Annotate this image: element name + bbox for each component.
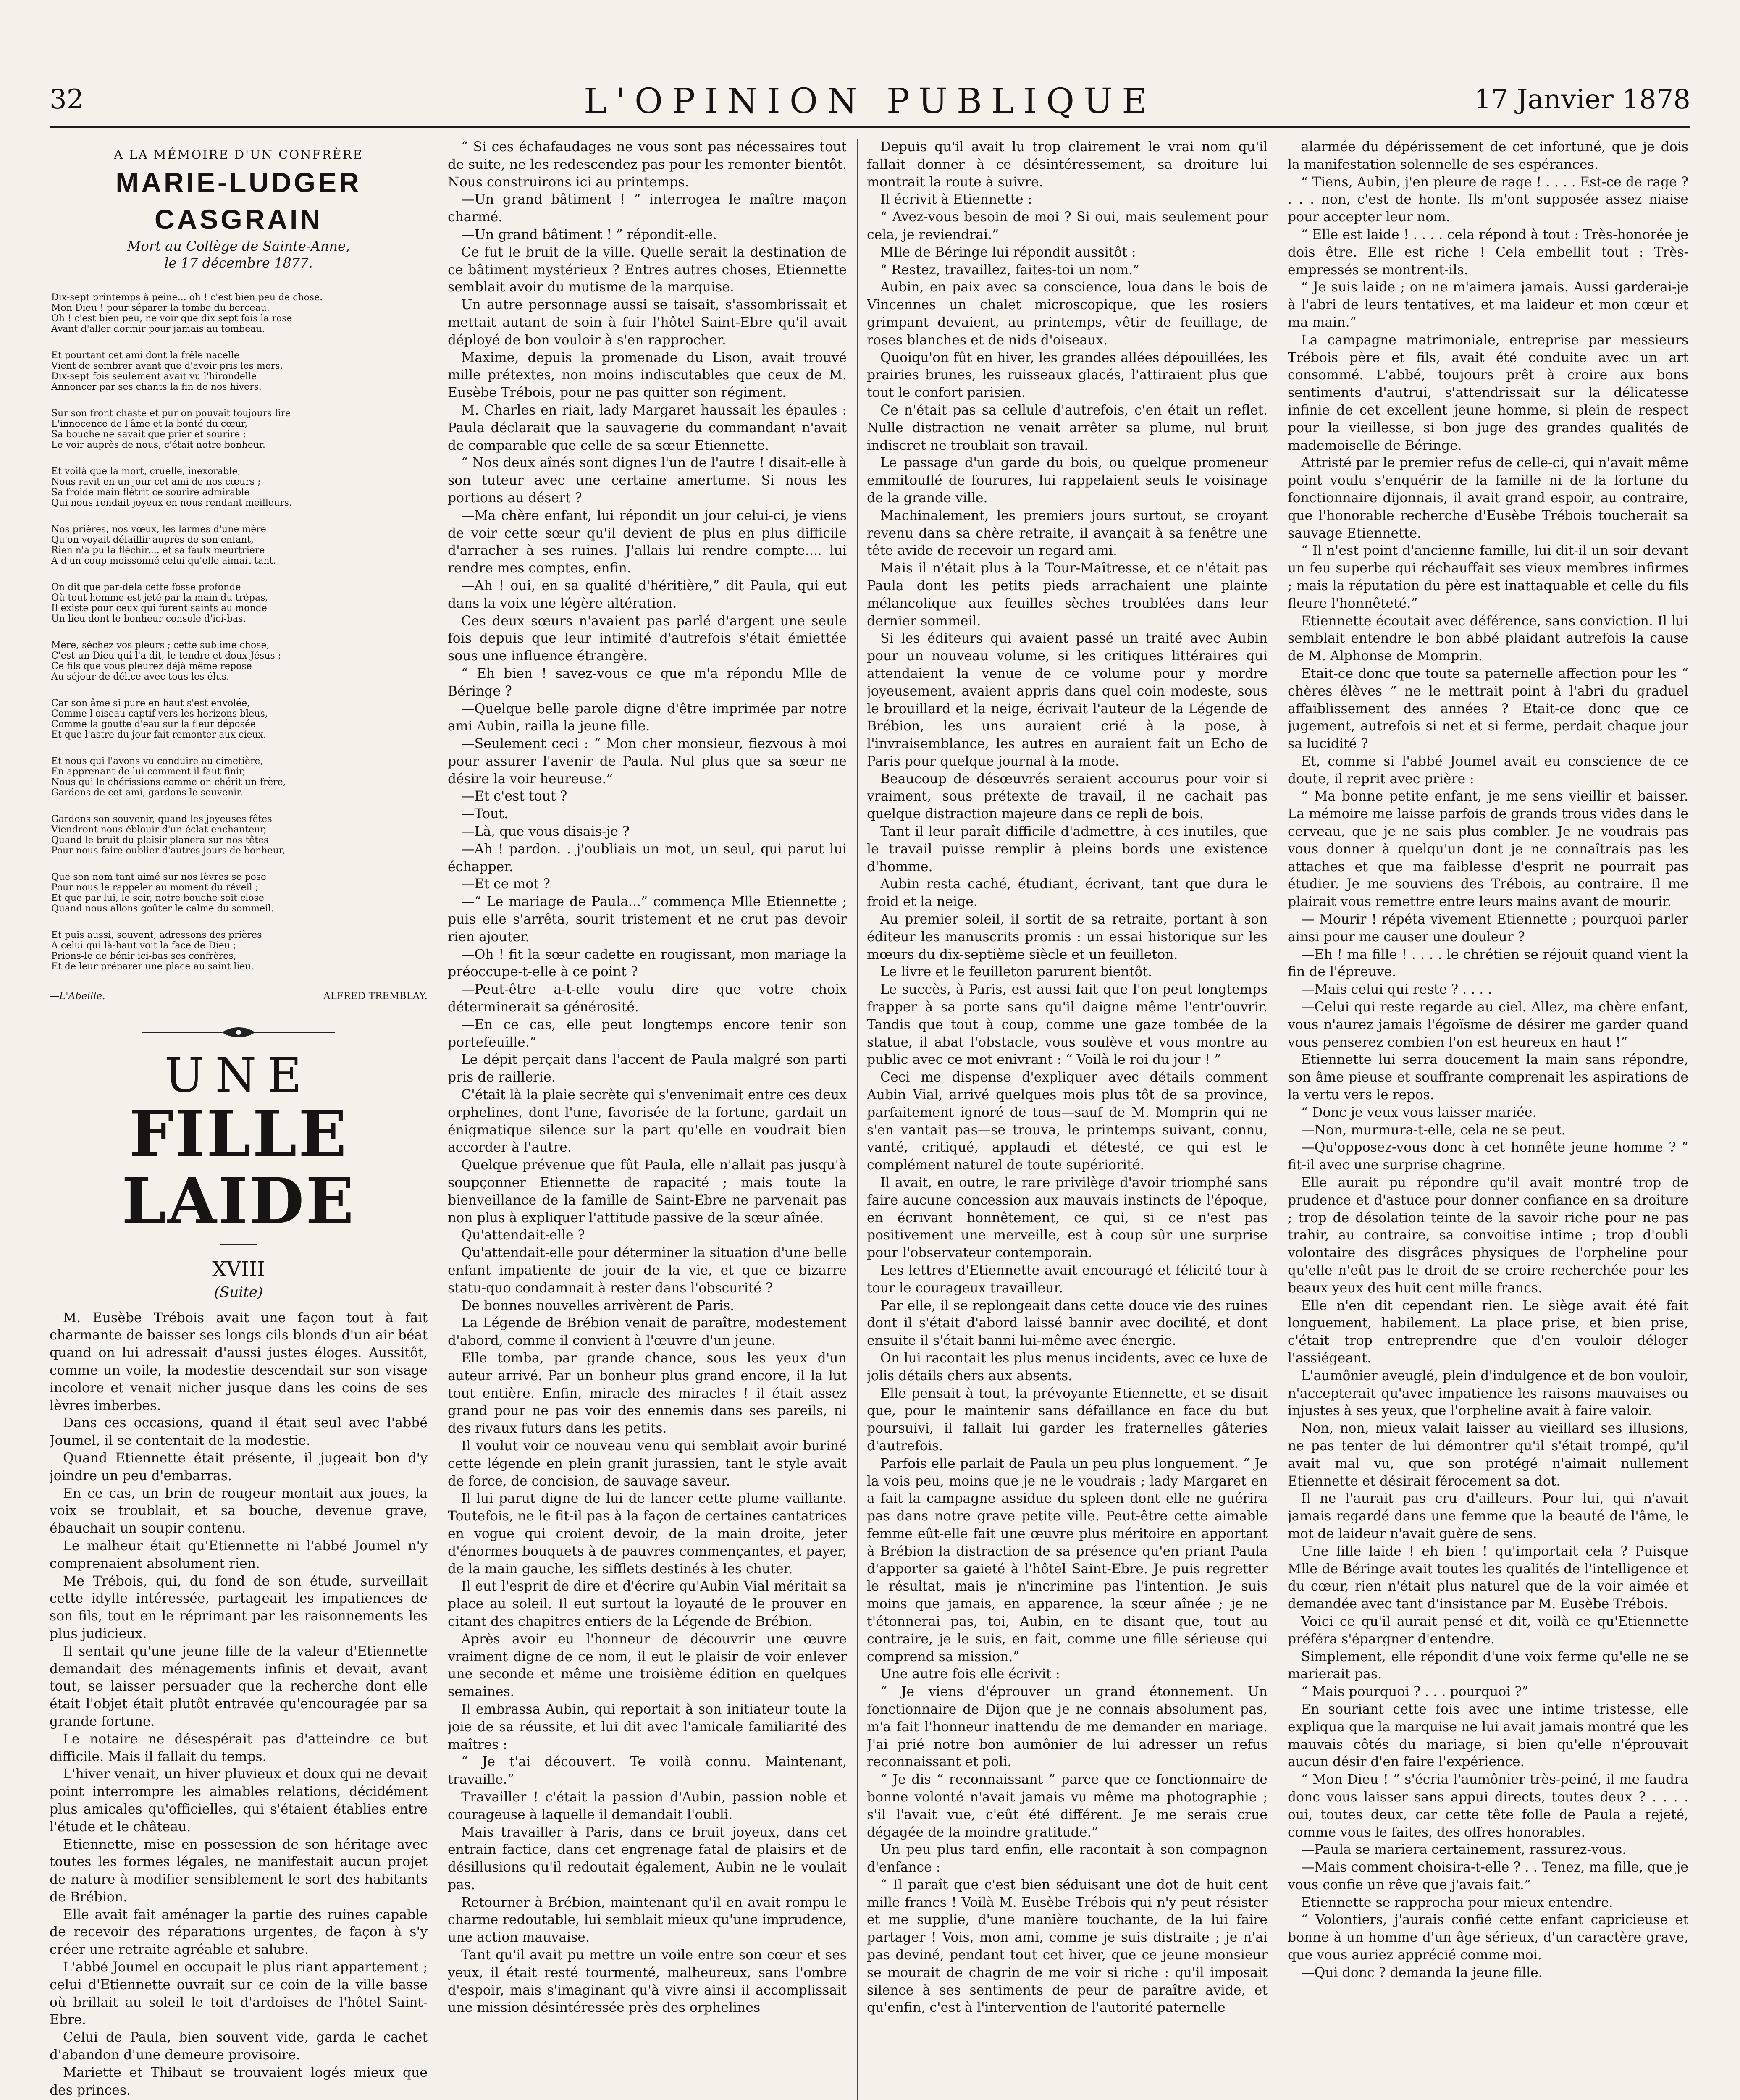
paragraph: —Un grand bâtiment ! ” répondit-elle. bbox=[461, 227, 717, 242]
poem-verse: A celui qui là-haut voit la face de Dieu ; bbox=[51, 940, 236, 951]
paragraph: “ Je viens d'éprouver un grand étonnement. Un fonctionnaire de Dijon que je ne connais absolument pas, m'a fait l'honneur inattendu de me demander en mariage. J'ai prié notre bon aumônier de lui adresser un refus reconnaissant et poli. bbox=[867, 1684, 1268, 1770]
paragraph: “ Si ces échafaudages ne vous sont pas nécessaires tout de suite, ne les redescendez pas pour les remonter bientôt. Nous construirons ici au printemps. bbox=[448, 139, 847, 190]
poem-verse: Comme l'oiseau captif vers les horizons bleus, bbox=[51, 708, 268, 719]
paragraph: “ Mon Dieu ! ” s'écria l'aumônier très-peiné, il me faudra donc vous laisser sans appui directs, toutes deux ? . . . . oui, toutes deux, car cette tête folle de Paula a rejeté, comme vous le faites, des offres honorables. bbox=[1288, 1772, 1688, 1840]
paragraph: Il lui parut digne de lui de lancer cette plume vaillante. Toutefois, ne le fit-il pas à la façon de certaines cantatrices en vogue qui croient devoir, de la main droite, jeter d'énormes bouquets à de pauvres commençantes, et payer, de la main gauche, les sifflets destinés à les chuter. bbox=[448, 1491, 847, 1577]
paragraph: “ Elle est laide ! . . . . cela répond à tout : Très-honorée je dois être. Elle est riche ! Cela embellit tout : Très-empressés se montrent-ils. bbox=[1288, 227, 1688, 278]
paragraph: De bonnes nouvelles arrivèrent de Paris. bbox=[461, 1298, 735, 1313]
story-title: FILLE LAIDE bbox=[121, 1097, 356, 1238]
poem-author: ALFRED TREMBLAY. bbox=[323, 990, 428, 1002]
column-4 bbox=[1288, 139, 1688, 2100]
paragraph: “ Il paraît que c'est bien séduisant une dot de huit cent mille francs ! Voilà M. Eusèbe Trébois qui n'y peut résister et me supplie, d'une manière touchante, de la lui faire partager ! Vois, mon ami, comme je suis distraite ; je n'ai pas deviné, pendant tout cet hiver, que ce jeune monsieur se mourait de chagrin de me voir si riche : qu'il imposait silence à ses sentiments de peur de paraître avide, et qu'enfin, c'est à l'intervention de l'autorité paternelle bbox=[867, 1877, 1268, 2016]
poem-stanza bbox=[50, 408, 428, 450]
paragraph: Machinalement, les premiers jours surtout, se croyant revenu dans sa chère retraite, il avançait à sa fenêtre une tête avide de recevoir un regard ami. bbox=[867, 508, 1268, 559]
paragraph: Mlle de Béringe lui répondit aussitôt : bbox=[880, 244, 1136, 260]
paragraph: —Là, que vous disais-je ? bbox=[461, 824, 630, 840]
header-rule bbox=[50, 126, 1690, 128]
paragraph: Qu'attendait-elle pour déterminer la situation d'une belle enfant impatiente de jouir de la vie, et que ce bizarre statu-quo condamnait à rester dans l'obscurité ? bbox=[448, 1245, 847, 1296]
paragraph: M. Charles en riait, lady Margaret haussait les épaules : Paula déclarait que la sauvagerie du commandant n'avait de comparable que celle de sa sœur Etiennette. bbox=[448, 402, 847, 453]
poem-verse: Avant d'aller dormir pour jamais au tombeau. bbox=[51, 323, 265, 334]
poem-source: —L'Abeille. bbox=[50, 990, 105, 1002]
paragraph: Il eut l'esprit de dire et d'écrire qu'Aubin Vial méritait sa place au soleil. Il eut surtout la loyauté de le prouver en citant des chapitres entiers de la Légende de Brébion. bbox=[448, 1579, 847, 1629]
paragraph: Etait-ce donc que toute sa paternelle affection pour les “ chères élèves ” ne le mettrait point à l'abri du graduel affaiblissement des années ? Etait-ce donc que ce jugement, autrefois si net et si ferme, perdait chaque jour sa lucidité ? bbox=[1288, 666, 1688, 752]
paragraph: Non, non, mieux valait laisser au vieillard ses illusions, ne pas tenter de lui démontrer qu'il s'était trompé, qu'il avait mal vu, que son protégé n'aimait nullement Etiennette et désirait férocement sa dot. bbox=[1288, 1421, 1688, 1489]
paragraph: Voici ce qu'il aurait pensé et dit, voilà ce qu'Etiennette préféra s'épargner d'entendre. bbox=[1288, 1614, 1688, 1647]
paragraph: Ce fut le bruit de la ville. Quelle serait la destination de ce bâtiment mystérieux ? Entres autres choses, Etiennette semblait avoir du mutisme de la marquise. bbox=[448, 244, 847, 295]
paragraph: La Légende de Brébion venait de paraître, modestement d'abord, comme il convient à l'œuvre d'un jeune. bbox=[448, 1315, 847, 1349]
paragraph: Quand Etiennette était présente, il jugeait bon d'y joindre un peu d'embarras. bbox=[50, 1450, 428, 1483]
poem-verse: Mère, séchez vos pleurs ; cette sublime chose, bbox=[51, 640, 270, 651]
paragraph: —Un grand bâtiment ! ” interrogea le maître maçon charmé. bbox=[448, 192, 847, 225]
paragraph: Le livre et le feuilleton parurent bientôt. bbox=[880, 964, 1152, 980]
poem-stanza bbox=[50, 350, 428, 392]
poem-verse: Car son âme si pure en haut s'est envolée, bbox=[51, 698, 250, 709]
paragraph: Un peu plus tard enfin, elle racontait à son compagnon d'enfance : bbox=[867, 1842, 1268, 1875]
poem-verse: Qu'on voyait défaillir auprès de son enfant, bbox=[51, 534, 254, 545]
poem-date: le 17 décembre 1877. bbox=[164, 255, 313, 271]
poem-verse: Quand nous allons goûter le calme du sommeil. bbox=[51, 903, 274, 914]
column-3 bbox=[867, 139, 1268, 2100]
paragraph: —Paula se mariera certainement, rassurez-vous. bbox=[1301, 1842, 1627, 1858]
poem-stanza bbox=[50, 466, 428, 508]
paragraph: “ Donc je veux vous laisser mariée. bbox=[1301, 1105, 1537, 1120]
paragraph: —Quelque belle parole digne d'être imprimée par notre ami Aubin, railla la jeune fille. bbox=[448, 701, 847, 734]
poem-verse: Pour nous faire oublier d'autres jours de bonheur, bbox=[51, 845, 285, 856]
poem-stanza bbox=[50, 698, 428, 740]
ornament-divider-icon bbox=[113, 1024, 365, 1041]
poem-verse: Qui nous rendait joyeux en nous rendant meilleurs. bbox=[51, 497, 292, 508]
paragraph: Le succès, à Paris, est aussi fait que l'on peut longtemps frapper à sa porte sans qu'il daigne même l'entr'ouvrir. Tandis que tout à coup, comme une gaze tombée de la statue, il abat l'obstacle, vous soulève et vous montre au public avec ce mot enivrant : “ Voilà le roi du jour ! ” bbox=[867, 982, 1268, 1068]
paragraph: —Ah ! pardon. . j'oubliais un mot, un seul, qui parut lui échapper. bbox=[448, 841, 847, 874]
poem-verse: Et que par lui, le soir, notre bouche soit close bbox=[51, 892, 264, 903]
paragraph: Attristé par le premier refus de celle-ci, qui n'avait même point voulu s'enquérir de la famille ni de la fortune du fonctionnaire dijonnais, il avait grand espoir, au contraire, que l'honorable recherche d'Eusèbe Trébois toucherait sa sauvage Etiennette. bbox=[1288, 455, 1688, 541]
poem-verse: Mon Dieu ! pour séparer la tombe du berceau. bbox=[51, 302, 270, 313]
paragraph: L'aumônier aveuglé, plein d'indulgence et de bon vouloir, n'accepterait qu'avec impatience les raisons mauvaises ou injustes à ses yeux, que l'orpheline avait à faire valoir. bbox=[1288, 1368, 1688, 1419]
poem-verse: Où tout homme est jeté par la main du trépas, bbox=[51, 592, 268, 603]
paragraph: Etiennette écoutait avec déférence, sans conviction. Il lui semblait entendre le bon abbé plaidant autrefois la cause de M. Alphonse de Momprin. bbox=[1288, 613, 1688, 664]
paragraph: Après avoir eu l'honneur de découvrir une œuvre vraiment digne de ce nom, il eut le plaisir de voir enlever une seconde et même une troisième édition en quelques semaines. bbox=[448, 1631, 847, 1700]
poem-verse: Et de leur préparer une place au saint lieu. bbox=[51, 961, 254, 972]
paragraph: —Ma chère enfant, lui répondit un jour celui-ci, je viens de voir cette sœur qu'il devient de plus en plus difficile d'arracher à ses ruines. J'allais lui rendre compte.... lui rendre mes comptes, enfin. bbox=[448, 508, 847, 576]
paragraph: “ Il n'est point d'ancienne famille, lui dit-il un soir devant un feu superbe qui réchauffait ses vieux membres infirmes ; mais la réputation du père est inattaquable et celle du fils fleure l'honnêteté.” bbox=[1288, 543, 1688, 611]
paragraph: L'abbé Joumel en occupait le plus riant appartement ; celui d'Etiennette ouvrait sur ce coin de la ville basse où brillait au soleil le toit d'ardoises de l'hôtel Saint-Ebre. bbox=[50, 1960, 428, 2028]
poem-verse: Et voilà que la mort, cruelle, inexorable, bbox=[51, 466, 241, 477]
paragraph: Elle aurait pu répondre qu'il avait montré trop de prudence et d'astuce pour donner confiance en sa droiture ; trop de désolation teinte de la savoir riche pour ne pas trahir, au contraire, sa convoitise intime ; trop d'oubli volontaire des disgrâces physiques de l'orpheline pour qu'elle n'eût pas le droit de se croire recherchée pour les beaux yeux des huit cent mille francs. bbox=[1288, 1175, 1688, 1296]
paragraph: Simplement, elle répondit d'une voix ferme qu'elle ne se marierait pas. bbox=[1288, 1649, 1688, 1682]
paragraph: Tant qu'il avait pu mettre un voile entre son cœur et ses yeux, il était resté tourmenté, malheureux, sans l'ombre d'espoir, mais s'imaginant qu'à vivre ainsi il accomplissait une mission désintéressée près des orphelines bbox=[448, 1948, 847, 2016]
poem-verse: Un lieu dont le bonheur console d'ici-bas. bbox=[51, 613, 246, 624]
paragraph: L'hiver venait, un hiver pluvieux et doux qui ne devait point interrompre les aimables relations, décidément plus amicales qu'officielles, qui s'étaient établies entre l'étude et le château. bbox=[50, 1767, 428, 1835]
poem-verse: Au séjour de délice avec tous les élus. bbox=[51, 671, 229, 682]
paragraph: Ceci me dispense d'expliquer avec détails comment Aubin Vial, arrivé quelques mois plus tôt de sa province, parfaitement ignoré de tous—sauf de M. Momprin qui ne s'en vantait pas—se trouva, le printemps suivant, connu, vanté, critiqué, applaudi et détesté, ce qui est le complément naturel de toute supériorité. bbox=[867, 1070, 1268, 1173]
paragraph: Ces deux sœurs n'avaient pas parlé d'argent une seule fois depuis que leur intimité d'autrefois s'était émiettée sous une influence étrangère. bbox=[448, 613, 847, 664]
paragraph: Le notaire ne désespérait pas d'atteindre ce but difficile. Mais il fallait du temps. bbox=[50, 1731, 428, 1764]
paragraph: —Eh ! ma fille ! . . . . le chrétien se réjouit quand vient la fin de l'épreuve. bbox=[1288, 947, 1688, 980]
paragraph: Le passage d'un garde du bois, ou quelque promeneur emmitouflé de fourures, lui rappelaient seuls le voisinage de la grande ville. bbox=[867, 455, 1268, 506]
paragraph: —Et c'est tout ? bbox=[461, 789, 567, 804]
paragraph: Etiennette, mise en possession de son héritage avec toutes les formes légales, ne manifestait aucun projet de nature à modifier sensiblement le sort des habitants de Brébion. bbox=[50, 1837, 428, 1905]
poem-stanza bbox=[50, 814, 428, 856]
poem-verse: C'est un Dieu qui l'a dit, le tendre et doux Jésus : bbox=[51, 650, 281, 661]
paragraph: —Ah ! oui, en sa qualité d'héritière,” dit Paula, qui eut dans la voix une légère altération. bbox=[448, 578, 847, 611]
paragraph: “ Mais pourquoi ? . . . pourquoi ?” bbox=[1301, 1684, 1529, 1700]
paragraph: — Mourir ! répéta vivement Etiennette ; pourquoi parler ainsi pour me causer une douleur ? bbox=[1288, 912, 1688, 945]
column-2 bbox=[448, 139, 847, 2100]
paragraph: alarmée du dépérissement de cet infortuné, que je dois la manifestation solennelle de ses espérances. bbox=[1288, 139, 1688, 172]
paragraph: “ Eh bien ! savez-vous ce que m'a répondu Mlle de Béringe ? bbox=[448, 666, 847, 699]
paragraph: Dans ces occasions, quand il était seul avec l'abbé Joumel, il se contentait de la modestie. bbox=[50, 1415, 428, 1449]
poem-verse: Vient de sombrer avant que d'avoir pris les mers, bbox=[51, 360, 283, 371]
paragraph: Aubin, en paix avec sa conscience, loua dans le bois de Vincennes un chalet microscopique, que les rosiers grimpant devaient, au printemps, vêtir de feuillage, de roses blanches et de nids d'oiseaux. bbox=[867, 280, 1268, 348]
paragraph: Les lettres d'Etiennette avait encouragé et félicité tour à tour le courageux travailleur. bbox=[867, 1263, 1268, 1296]
paragraph: “ Restez, travaillez, faites-toi un nom.” bbox=[880, 262, 1140, 278]
poem-verse: Annoncer par ses chants la fin de nos hivers. bbox=[51, 381, 262, 392]
poem-verse: Et puis aussi, souvent, adressons des prières bbox=[51, 929, 262, 940]
paragraph: —Qui donc ? demanda la jeune fille. bbox=[1301, 1965, 1543, 1980]
paragraph: Il ne l'aurait pas cru d'ailleurs. Pour lui, qui n'avait jamais regardé dans une femme que la beauté de l'âme, le mot de laideur n'avait guère de sens. bbox=[1288, 1491, 1688, 1541]
paragraph: Il écrivit à Etiennette : bbox=[880, 192, 1032, 207]
paragraph: Le dépit perçait dans l'accent de Paula malgré son parti pris de raillerie. bbox=[448, 1052, 847, 1085]
poem-verse: Dix-sept printemps à peine... oh ! c'est bien peu de chose. bbox=[51, 292, 323, 303]
column-1 bbox=[50, 139, 428, 2100]
paragraph: —“ Le mariage de Paula...” commença Mlle Etiennette ; puis elle s'arrêta, sourit tristement et ne crut pas devoir rien ajouter. bbox=[448, 894, 847, 945]
paragraph: Depuis qu'il avait lu trop clairement le vrai nom qu'il fallait donner à ce désintéressement, sa droiture lui montrait la route à suivre. bbox=[867, 139, 1268, 190]
paragraph: Beaucoup de désœuvrés seraient accourus pour voir si vraiment, sous prétexte de travail, il ne cachait pas quelque distraction majeure dans ce repli de bois. bbox=[867, 771, 1268, 822]
paragraph: Un autre personnage aussi se taisait, s'assombrissait et mettait autant de soin à fuir l'hôtel Saint-Ebre qu'il avait déployé de bon vouloir à s'en rapprocher. bbox=[448, 297, 847, 348]
paragraph: —Et ce mot ? bbox=[461, 877, 550, 892]
paragraph: On lui racontait les plus menus incidents, avec ce luxe de jolis détails chers aux absents. bbox=[867, 1350, 1268, 1383]
page-header bbox=[50, 81, 1690, 130]
paragraph: Elle avait fait aménager la partie des ruines capable de recevoir des réparations urgentes, de façon à s'y créer une retraite agréable et salubre. bbox=[50, 1907, 428, 1958]
poem-verse: Oh ! c'est bien peu, ne voir que dix sept fois la rose bbox=[51, 313, 292, 324]
paragraph: Elle tomba, par grande chance, sous les yeux d'un auteur arrivé. Par un bonheur plus grand encore, il la lut tout entière. Enfin, miracle des miracles ! il était assez grand pour ne pas voir des ennemis dans ses pareils, ni des rivaux futurs dans les petits. bbox=[448, 1350, 847, 1436]
poem-verse: Et pourtant cet ami dont la frêle nacelle bbox=[51, 350, 239, 361]
paragraph: Travailler ! c'était la passion d'Aubin, passion noble et courageuse à laquelle il demandait l'oubli. bbox=[448, 1789, 847, 1822]
poem-stanza bbox=[50, 292, 428, 334]
paragraph: Parfois elle parlait de Paula un peu plus longuement. “ Je la vois peu, moins que je ne le voudrais ; lady Margaret en a fait la campagne assidue du spleen dont elle ne guérira pas dans notre grave petite ville. Peut-être cette aimable femme eût-elle fait une œuvre plus méritoire en apportant à Brébion la distraction de sa présence qu'en priant Paula d'apporter sa gaieté à l'hôtel Saint-Ebre. Je puis regretter le résultat, mais je n'incrimine pas l'intention. Je suis moins que jamais, en apparence, la sœur aînée ; je ne t'étonnerai pas, toi, Aubin, en te disant que, tout au contraire, je le suis, en fait, comme une fille sérieuse qui comprend sa mission.” bbox=[867, 1456, 1268, 1664]
paragraph: —Mais celui qui reste ? . . . . bbox=[1301, 982, 1492, 998]
paragraph: Etiennette se rapprocha pour mieux entendre. bbox=[1301, 1895, 1613, 1910]
poem-body bbox=[50, 292, 428, 972]
poem-verse: On dit que par-delà cette fosse profonde bbox=[51, 582, 241, 593]
poem-verse: Viendront nous éblouir d'un éclat enchanteur, bbox=[51, 824, 267, 835]
paragraph: M. Eusèbe Trébois avait une façon tout à fait charmante de baisser ses longs cils blonds d'un air béat quand on lui adressait d'aussi justes éloges. Aussitôt, comme un voile, la modestie descendait sur son visage incolore et venait nicher jusque dans les coins de ses lèvres imberbes. bbox=[50, 1310, 428, 1413]
poem-verse: Gardons son souvenir, quand les joyeuses fêtes bbox=[51, 814, 272, 824]
paragraph: “ Je dis “ reconnaissant ” parce que ce fonctionnaire de bonne volonté n'avait jamais vu même ma photographie ; s'il l'avait vue, c'eût été différent. Je me serais crue dégagée de la moindre gratitude.” bbox=[867, 1772, 1268, 1840]
poem-verse: Comme la goutte d'eau sur la fleur déposée bbox=[51, 719, 256, 730]
poem-verse: Prions-le de bénir ici-bas ses confrères, bbox=[51, 950, 236, 961]
paragraph: —En ce cas, elle peut longtemps encore tenir son portefeuille.” bbox=[448, 1017, 847, 1050]
page-number: 32 bbox=[50, 84, 84, 115]
poem-verse: Quand le bruit du plaisir planera sur nos têtes bbox=[51, 835, 269, 845]
paragraph: Elle pensait à tout, la prévoyante Etiennette, et se disait que, pour le maintenir sans défaillance en face du but poursuivi, il fallait lui garder les fraternelles gâteries d'autrefois. bbox=[867, 1386, 1268, 1454]
poem-signature bbox=[50, 988, 428, 1005]
paragraph: Il sentait qu'une jeune fille de la valeur d'Etiennette demandait des ménagements infinis et devait, avant tout, se laisser persuader que la recherche dont elle était l'objet était plutôt entravée qu'encouragée par sa grande fortune. bbox=[50, 1643, 428, 1729]
paragraph: Par elle, il se replongeait dans cette douce vie des ruines dont il s'était d'abord laissé bannir avec docilité, et dont ensuite il s'était banni lui-même avec énergie. bbox=[867, 1298, 1268, 1349]
paragraph: En ce cas, un brin de rougeur montait aux joues, la voix se troublait, et sa bouche, devenue grave, ébauchait un soupir contenu. bbox=[50, 1486, 428, 1536]
paragraph: En souriant cette fois avec une intime tristesse, elle expliqua que la marquise ne lui avait jamais montré que les mauvais côtés du mariage, si bien qu'elle n'éprouvait aucun désir d'en faire l'expérience. bbox=[1288, 1701, 1688, 1770]
paragraph: Il avait, en outre, le rare privilège d'avoir triomphé sans faire aucune concession aux mauvais instincts de l'époque, en écrivant honnêtement, ce qui, si ce n'est pas positivement une merveille, est à coup sûr une surprise pour l'observateur contemporain. bbox=[867, 1175, 1268, 1261]
poem-stanza bbox=[50, 640, 428, 682]
paragraph: Et, comme si l'abbé Joumel avait eu conscience de ce doute, il reprit avec prière : bbox=[1288, 753, 1688, 787]
paragraph: Etiennette lui serra doucement la main sans répondre, son âme pieuse et souffrante comprenait les aspirations de la vertu vers le repos. bbox=[1288, 1052, 1688, 1103]
paragraph: Qu'attendait-elle ? bbox=[461, 1228, 585, 1243]
poem-verse: Et que l'astre du jour fait remonter aux cieux. bbox=[51, 729, 266, 740]
poem-verse: Que son nom tant aimé sur nos lèvres se pose bbox=[51, 872, 267, 882]
chapter-subtitle: (Suite) bbox=[214, 1284, 263, 1301]
divider bbox=[220, 1244, 257, 1245]
poem-verse: Nos prières, nos vœux, les larmes d'une mère bbox=[51, 524, 266, 535]
paragraph: “ Nos deux aînés sont dignes l'un de l'autre ! disait-elle à son tuteur avec une certaine amertume. Si nous les portions au désert ? bbox=[448, 455, 847, 506]
paragraph: C'était là la plaie secrète qui s'envenimait entre ces deux orphelines, dont l'une, favorisée de la fortune, gardait un énigmatique silence sur la part qu'elle en voudrait bien accorder à l'autre. bbox=[448, 1087, 847, 1155]
paragraph: Celui de Paula, bien souvent vide, garda le cachet d'abandon d'une demeure provisoire. bbox=[50, 2030, 428, 2063]
story-text bbox=[50, 1310, 428, 2100]
paragraph: Tant il leur paraît difficile d'admettre, à ces inutiles, que le travail puisse remplir à pleins bords une existence d'homme. bbox=[867, 824, 1268, 874]
paragraph: Une autre fois elle écrivit : bbox=[880, 1667, 1060, 1682]
chapter-number: XVIII bbox=[212, 1257, 265, 1281]
paragraph: “ Je suis laide ; on ne m'aimera jamais. Aussi garderai-je à l'abri de leurs tentatives, et ma laideur et mon cœur et ma main.” bbox=[1288, 280, 1688, 330]
paragraph: Quelque prévenue que fût Paula, elle n'allait pas jusqu'à soupçonner Etiennette de rapacité ; mais toute la bienveillance de la famille de Saint-Ebre ne parvenait pas non plus à expliquer l'attitude passive de la sœur aînée. bbox=[448, 1158, 847, 1226]
poem-stanza bbox=[50, 872, 428, 914]
poem-verse: Gardons de cet ami, gardons le souvenir. bbox=[51, 787, 243, 798]
paragraph: Aubin resta caché, étudiant, écrivant, tant que dura le froid et la neige. bbox=[867, 877, 1268, 910]
poem-verse: En apprenant de lui comment il faut finir, bbox=[51, 766, 246, 777]
paragraph: Maxime, depuis la promenade du Lison, avait trouvé mille prétextes, non moins indiscutables que ceux de M. Eusèbe Trébois, pour ne pas quitter son régiment. bbox=[448, 350, 847, 401]
paragraph: Au premier soleil, il sortit de sa retraite, portant à son éditeur les manuscrits promis : un essai historique sur les mœurs du dix-septième siècle et un feuilleton. bbox=[867, 912, 1268, 962]
paragraph: Ce n'était pas sa cellule d'autrefois, c'en était un reflet. Nulle distraction ne venait arrêter sa plume, nul bruit indiscret ne troublait son travail. bbox=[867, 402, 1268, 453]
paragraph: “ Ma bonne petite enfant, je me sens vieillir et baisser. La mémoire me laisse parfois de grands trous vides dans le cerveau, que je ne sais plus combler. Je ne voudrais pas vous donner à quelqu'un dont je ne connaîtrais pas les attaches et que ma faiblesse d'esprit ne pourrait pas étudier. Je me souviens des Trébois, au contraire. Il me plairait vous remettre entre leurs mains avant de mourir. bbox=[1288, 789, 1688, 910]
paragraph: “ Volontiers, j'aurais confié cette enfant capricieuse et bonne à un homme d'un âge sérieux, d'un caractère grave, que vous auriez apprécié comme moi. bbox=[1288, 1912, 1688, 1963]
paragraph: Quoiqu'on fût en hiver, les grandes allées dépouillées, les prairies brunes, les ruisseaux glacés, l'attiraient plus que tout le confort parisien. bbox=[867, 350, 1268, 401]
paragraph: —Tout. bbox=[461, 806, 508, 822]
paragraph: —Qu'opposez-vous donc à cet honnête jeune homme ? ” fit-il avec une surprise chagrine. bbox=[1288, 1140, 1688, 1173]
poem-verse: L'innocence de l'âme et la bonté du cœur, bbox=[51, 418, 248, 429]
paragraph: Mais travailler à Paris, dans ce bruit joyeux, dans cet entrain factice, dans cet engrenage fatal de plaisirs et de désillusions qu'il redoutait également, Aubin ne le voulait pas. bbox=[448, 1824, 847, 1893]
paragraph: Il embrassa Aubin, qui reportait à son initiateur toute la joie de sa réussite, et lui dit avec l'amicale familiarité des maîtres : bbox=[448, 1701, 847, 1752]
poem-verse: Sur son front chaste et pur on pouvait toujours lire bbox=[51, 408, 291, 419]
poem-subtitle: Mort au Collège de Sainte-Anne, bbox=[127, 238, 350, 254]
poem-dedication: A LA MÉMOIRE D'UN CONFRÈRE bbox=[114, 147, 363, 162]
paragraph: Me Trébois, qui, du fond de son étude, surveillait cette idylle intéressée, partageait les impatiences de son fils, tout en le réprimant par les raisonnements les plus judicieux. bbox=[50, 1573, 428, 1641]
poem-title: MARIE-LUDGER CASGRAIN bbox=[115, 166, 362, 235]
poem-verse: Il existe pour ceux qui furent saints au monde bbox=[51, 603, 267, 614]
paragraph: Elle n'en dit cependant rien. Le siège avait été fait longuement, habilement. La place prise, et bien prise, c'était trop entreprendre que d'en vouloir déloger l'assiégeant. bbox=[1288, 1298, 1688, 1366]
paragraph: —Non, murmura-t-elle, cela ne se peut. bbox=[1301, 1122, 1566, 1138]
paragraph: —Oh ! fit la sœur cadette en rougissant, mon mariage la préoccupe-t-elle à ce point ? bbox=[448, 947, 847, 980]
poem-verse: Sa bouche ne savait que prier et sourire ; bbox=[51, 429, 246, 440]
paragraph: Retourner à Brébion, maintenant qu'il en avait rompu le charme redoutable, lui semblait mieux qu'une imprudence, une action mauvaise. bbox=[448, 1895, 847, 1945]
poem-verse: Rien n'a pu la fléchir.... et sa faulx meurtrière bbox=[51, 545, 265, 556]
paragraph: Il voulut voir ce nouveau venu qui semblait avoir buriné cette légende en plein granit jurassien, tant le style avait de force, de concision, de sauvage saveur. bbox=[448, 1438, 847, 1489]
newspaper-title: L'OPINION PUBLIQUE bbox=[583, 81, 1157, 121]
paragraph: Mais il n'était plus à la Tour-Maîtresse, et ce n'était pas Paula dont les petits pieds arrachaient une plainte mélancolique aux feuilles sèches troublées dans leur dernier sommeil. bbox=[867, 561, 1268, 629]
paragraph: “ Tiens, Aubin, j'en pleure de rage ! . . . . Est-ce de rage ? . . . non, c'est de honte. Ils m'ont supposée assez niaise pour accepter leur nom. bbox=[1288, 174, 1688, 225]
poem-verse: Nous ravit en un jour cet ami de nos cœurs ; bbox=[51, 476, 261, 487]
paragraph: —Mais comment choisira-t-elle ? . . Tenez, ma fille, que je vous confie un rêve que j'avais fait.” bbox=[1288, 1860, 1688, 1893]
paragraph: —Seulement ceci : “ Mon cher monsieur, fiezvous à moi pour assurer l'avenir de Paula. Nul plus que sa sœur ne désire la voir heureuse.” bbox=[448, 736, 847, 787]
poem-verse: Le voir auprès de nous, c'était notre bonheur. bbox=[51, 439, 265, 450]
poem-stanza bbox=[50, 524, 428, 566]
poem-verse: Ce fils que vous pleurez déjà même repose bbox=[51, 661, 252, 672]
issue-date: 17 Janvier 1878 bbox=[1474, 84, 1690, 115]
paragraph: “ Je t'ai découvert. Te voilà connu. Maintenant, travaille.” bbox=[448, 1754, 847, 1788]
poem-verse: A d'un coup moissonné celui qu'elle aimait tant. bbox=[51, 555, 276, 566]
poem-verse: Et nous qui l'avons vu conduire au cimetière, bbox=[51, 756, 263, 766]
poem-stanza bbox=[50, 930, 428, 972]
poem-stanza bbox=[50, 582, 428, 624]
paragraph: “ Avez-vous besoin de moi ? Si oui, mais seulement pour cela, je reviendrai.” bbox=[867, 210, 1268, 242]
paragraph: —Peut-être a-t-elle voulu dire que votre choix déterminerait sa générosité. bbox=[448, 982, 847, 1015]
paragraph: Si les éditeurs qui avaient passé un traité avec Aubin pour un nouveau volume, si les critiques littéraires qui attendaient la venue de ce volume pour y mordre joyeusement, avaient appris dans quel coin modeste, sous le brouillard et la neige, écrivait l'auteur de la Légende de Brébion, les uns auraient crié à la pose, à l'invraisemblance, les autres en auraient fait un Echo de Paris pour quelque journal à la mode. bbox=[867, 631, 1268, 769]
paragraph: Une fille laide ! eh bien ! qu'importait cela ? Puisque Mlle de Béringe avait toutes les qualités de l'intelligence et du cœur, rien n'était plus naturel que de la voir aimée et demandée avec tant d'insistance par M. Eusèbe Trébois. bbox=[1288, 1544, 1688, 1612]
poem-verse: Dix-sept fois seulement avait vu l'hirondelle bbox=[51, 371, 257, 382]
poem-verse: Sa froide main flétrit ce sourire admirable bbox=[51, 487, 250, 498]
column-divider bbox=[857, 139, 858, 2100]
paragraph: —Celui qui reste regarde au ciel. Allez, ma chère enfant, vous n'aurez jamais l'égoïsme de désirer me garder quand vous penserez combien l'on est heureux en haut !” bbox=[1288, 1000, 1688, 1050]
paragraph: Mariette et Thibaut se trouvaient logés mieux que des princes. bbox=[50, 2065, 428, 2098]
poem-verse: Nous qui le chérissions comme on chérit un frère, bbox=[51, 777, 286, 788]
poem-verse: Pour nous le rappeler au moment du réveil ; bbox=[51, 882, 259, 893]
paragraph: La campagne matrimoniale, entreprise par messieurs Trébois père et fils, avait été conduite avec un art consommé. L'abbé, toujours prêt à croire aux bons sentiments d'autrui, s'attendrissait sur la délicatesse infinie de cet excellent jeune homme, si plein de respect pour la vieillesse, si bon juge des grandes qualités de mademoiselle de Béringe. bbox=[1288, 332, 1688, 453]
poem-stanza bbox=[50, 756, 428, 798]
story-title-line1: UNE bbox=[164, 1048, 313, 1103]
paragraph: Le malheur était qu'Etiennette ni l'abbé Joumel n'y comprenaient absolument rien. bbox=[50, 1538, 428, 1571]
